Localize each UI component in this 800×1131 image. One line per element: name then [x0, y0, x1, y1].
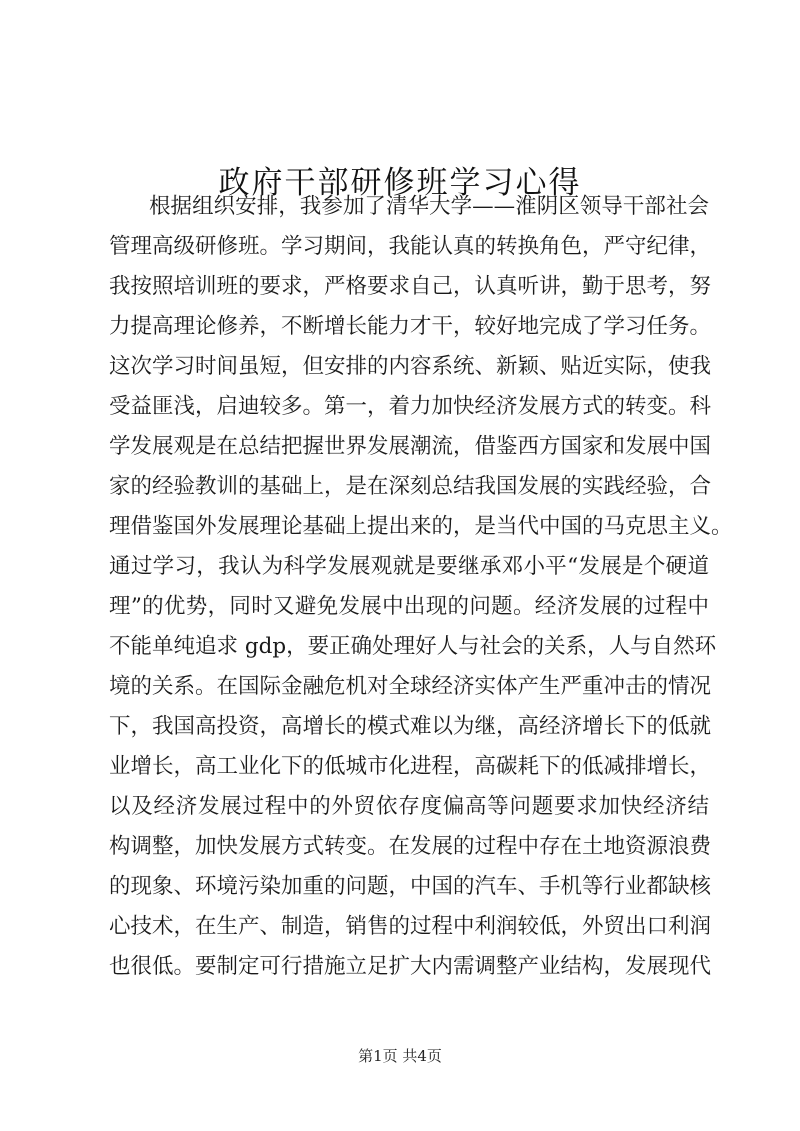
body-line: 通过学习，我认为科学发展观就是要继承邓小平“发展是个硬道	[109, 554, 709, 579]
body-line: 根据组织安排，我参加了清华大学——淮阴区领导干部社会	[149, 194, 709, 219]
body-line: 理借鉴国外发展理论基础上提出来的，是当代中国的马克思主义。	[109, 514, 733, 539]
body-line: 业增长，高工业化下的低城市化进程，高碳耗下的低减排增长，	[109, 754, 712, 779]
body-line: 受益匪浅，启迪较多。第一，着力加快经济发展方式的转变。科	[109, 394, 712, 419]
document-title: 政府干部研修班学习心得	[218, 164, 582, 201]
page-footer: 第1页 共4页	[358, 1047, 442, 1065]
body-line: 这次学习时间虽短，但安排的内容系统、新颖、贴近实际，使我	[109, 354, 712, 379]
document-body	[109, 187, 733, 987]
body-line: 学发展观是在总结把握世界发展潮流，借鉴西方国家和发展中国	[109, 434, 712, 459]
body-line: 构调整，加快发展方式转变。在发展的过程中存在土地资源浪费	[109, 834, 712, 859]
body-line: 理”的优势，同时又避免发展中出现的问题。经济发展的过程中	[109, 594, 709, 619]
body-line: 也很低。要制定可行措施立足扩大内需调整产业结构，发展现代	[109, 954, 712, 979]
body-line: 管理高级研修班。学习期间，我能认真的转换角色，严守纪律，	[109, 234, 712, 259]
body-line: 的现象、环境污染加重的问题，中国的汽车、手机等行业都缺核	[109, 874, 712, 899]
body-line: 以及经济发展过程中的外贸依存度偏高等问题要求加快经济结	[109, 794, 709, 819]
body-line: 家的经验教训的基础上，是在深刻总结我国发展的实践经验，合	[109, 474, 712, 499]
body-line: 力提高理论修养，不断增长能力才干，较好地完成了学习任务。	[109, 314, 712, 339]
body-line: 我按照培训班的要求，严格要求自己，认真听讲，勤于思考，努	[109, 274, 712, 299]
body-line: 不能单纯追求 gdp，要正确处理好人与社会的关系，人与自然环	[109, 634, 717, 659]
body-line: 心技术，在生产、制造，销售的过程中利润较低，外贸出口利润	[109, 914, 712, 939]
body-line: 下，我国高投资，高增长的模式难以为继，高经济增长下的低就	[109, 714, 712, 739]
body-line: 境的关系。在国际金融危机对全球经济实体产生严重冲击的情况	[109, 674, 712, 699]
